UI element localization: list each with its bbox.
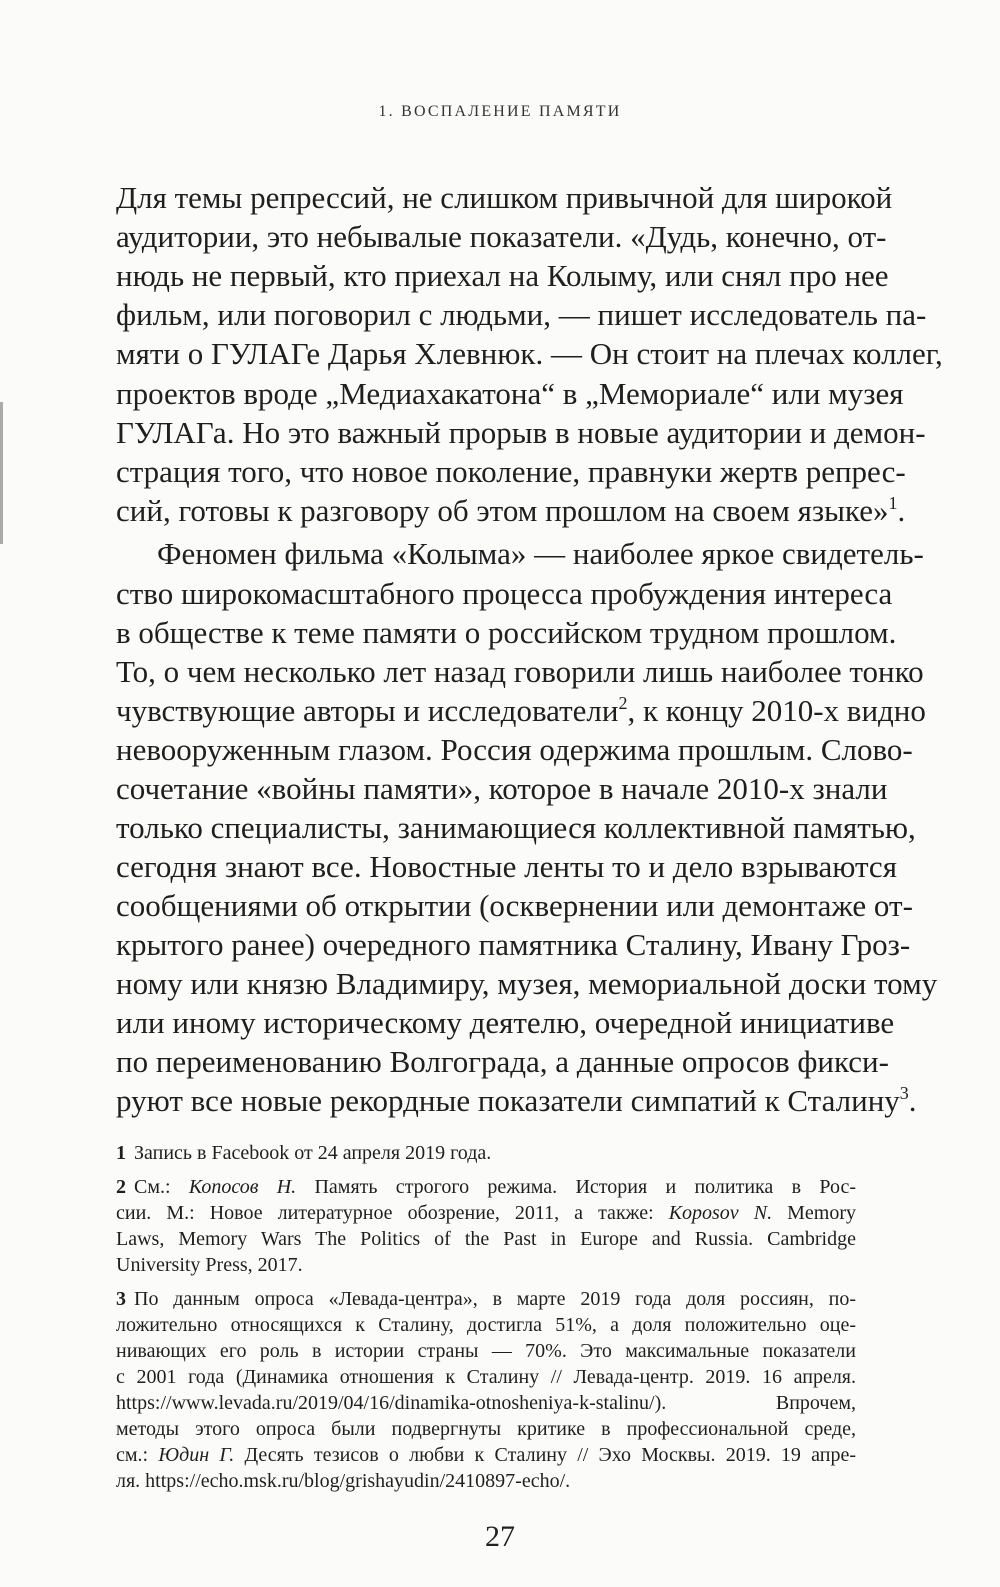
body-line: сегодня знают все. Новостные ленты то и дело взрываются: [116, 849, 897, 884]
body-line: То, о чем несколько лет назад говорили лишь наиболее тонко: [116, 654, 924, 689]
page-number: 27: [485, 1520, 515, 1553]
footnote-number: 2: [116, 1176, 126, 1198]
footnote-2-line: [116, 1177, 856, 1197]
footnote-text: Память строгого режима. История и политика в Рос-: [296, 1176, 857, 1198]
body-line: [116, 693, 926, 728]
body-text: чувствующие авторы и исследователи: [116, 693, 619, 728]
body-line: ному или князю Владимиру, музея, мемориальной доски тому: [116, 966, 938, 1001]
body-text: , к концу 2010-х видно: [627, 693, 926, 728]
body-text: руют все новые рекордные показатели симпатий к Сталину: [116, 1083, 900, 1118]
footnote-2-line: Laws, Memory Wars The Politics of the Past in Europe and Russia. Cambridge: [116, 1228, 856, 1250]
footnote-text: См.:: [134, 1176, 189, 1198]
footnote-3-line: ля. https://echo.msk.ru/blog/grishayudin/2410897-echo/.: [116, 1470, 571, 1492]
footnote-3-line: методы этого опроса были подвергнуты критике в профессиональной среде,: [116, 1418, 856, 1440]
body-line: ГУЛАГа. Но это важный прорыв в новые аудитории и демон-: [116, 415, 926, 450]
body-line: Для темы репрессий, не слишком привычной для широкой: [116, 180, 893, 215]
body-line: сий, готовы к разговору об этом прошлом на своем языке»$^1$.: [116, 493, 906, 528]
footnote-text: сии. М.: Новое литературное обозрение, 2011, а также:: [116, 1202, 669, 1224]
body-line: сообщениями об открытии (осквернении или демонтаже от-: [116, 888, 913, 923]
author-name: Копосов Н.: [188, 1176, 297, 1198]
body-line: нюдь не первый, кто приехал на Колыму, или снял про нее: [116, 258, 889, 293]
body-line: невооруженным глазом. Россия одержима прошлым. Слово-: [116, 732, 913, 767]
body-text: сий, готовы к разговору об этом прошлом на своем языке»: [116, 493, 889, 528]
footnote-text: Запись в Facebook от 24 апреля 2019 года.: [134, 1142, 492, 1164]
footnote-text: Memory: [772, 1202, 856, 1224]
body-line: или иному историческому деятелю, очередной инициативе: [116, 1005, 895, 1040]
body-line: ство широкомасштабного процесса пробуждения интереса: [116, 576, 893, 611]
body-line: руют все новые рекордные показатели симпатий к Сталину$^3$.: [116, 1083, 917, 1118]
body-line: фильм, или поговорил с людьми, — пишет исследователь па-: [116, 297, 927, 332]
footnote-2-line: University Press, 2017.: [116, 1254, 303, 1276]
body-line: страция того, что новое поколение, правнуки жертв репрес-: [116, 454, 906, 489]
page-edge-shadow: [0, 402, 3, 544]
footnote-3-line: [116, 1445, 856, 1465]
footnote-3-line: [116, 1289, 856, 1309]
body-line: сочетание «войны памяти», которое в начале 2010-х знали: [116, 771, 888, 806]
body-line: Феномен фильма «Колыма» — наиболее яркое свидетель-: [157, 536, 924, 571]
footnote-3-line: нивающих его роль в истории страны — 70%. Это максимальные показатели: [116, 1340, 856, 1362]
footnote-marker-3: 3: [899, 1083, 909, 1103]
footnote-3-line: https://www.levada.ru/2019/04/16/dinamika-otnosheniya-k-stalinu/). Впрочем,: [116, 1392, 856, 1414]
body-line: только специалисты, занимающиеся коллективной памятью,: [116, 810, 916, 845]
author-name: Юдин Г.: [158, 1444, 235, 1466]
footnote-3-line: с 2001 года (Динамика отношения к Сталину // Левада-центр. 2019. 16 апреля.: [116, 1366, 856, 1388]
footnote-marker-2: 2: [618, 693, 628, 713]
footnote-number: 1: [116, 1142, 126, 1164]
footnote-text: Десять тезисов о любви к Сталину // Эхо Москвы. 2019. 19 апре-: [234, 1444, 856, 1466]
body-line: мяти о ГУЛАГе Дарья Хлевнюк. — Он стоит на плечах коллег,: [116, 336, 943, 371]
footnote-text: По данным опроса «Левада-центра», в марте 2019 года доля россиян, по-: [134, 1288, 856, 1310]
body-line: в обществе к теме памяти о российском трудном прошлом.: [116, 615, 897, 650]
footnote-3-line: ложительно относящихся к Сталину, достигла 51%, а доля положительно оце-: [116, 1314, 856, 1336]
body-line: по переименованию Волгограда, а данные опросов фикси-: [116, 1044, 889, 1079]
running-head: 1. ВОСПАЛЕНИЕ ПАМЯТИ: [378, 103, 622, 120]
author-name: Koposov N.: [668, 1202, 773, 1224]
footnote-2-line: [116, 1203, 856, 1223]
footnote-number: 3: [116, 1288, 126, 1310]
footnote-marker-1: 1: [888, 493, 898, 513]
footnote-text: см.:: [116, 1444, 159, 1466]
body-line: крытого ранее) очередного памятника Сталину, Ивану Гроз-: [116, 927, 911, 962]
body-line: проектов вроде „Медиахакатона“ в „Мемориале“ или музея: [116, 376, 904, 411]
body-line: аудитории, это небывалые показатели. «Дудь, конечно, от-: [116, 219, 887, 254]
footnote-1: [116, 1143, 856, 1163]
